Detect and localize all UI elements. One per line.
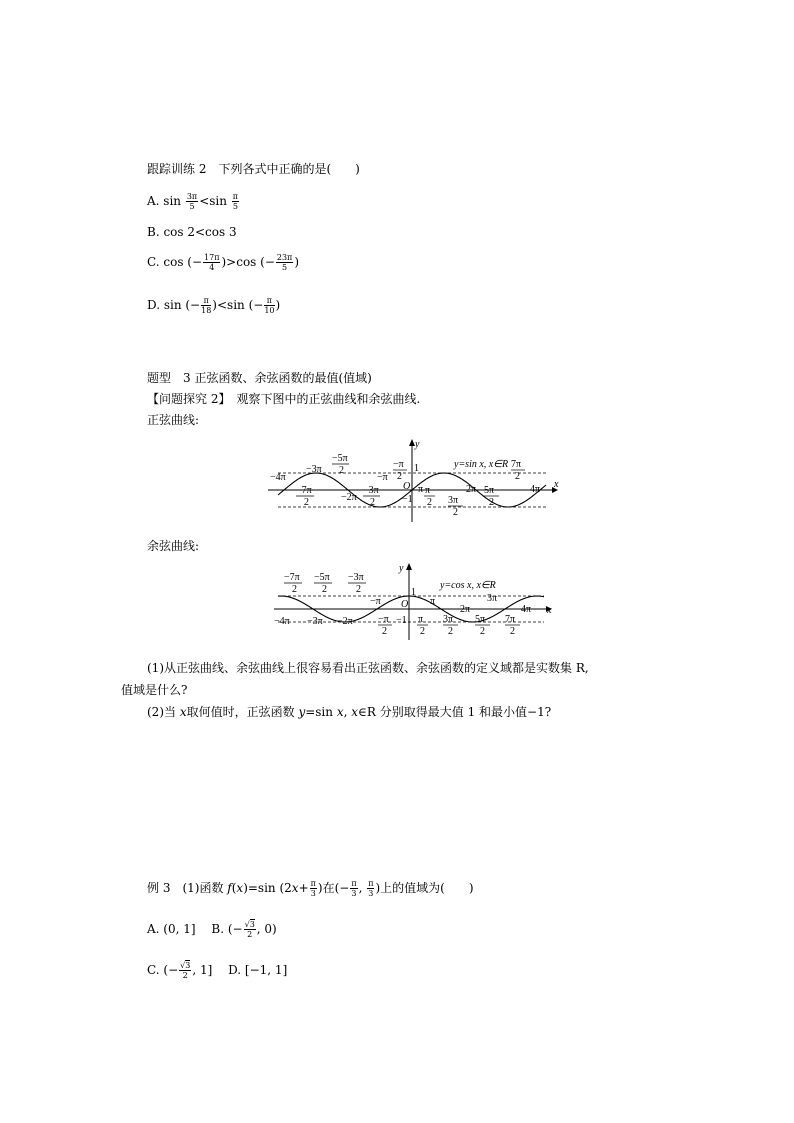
numerator: π (425, 485, 431, 496)
y-axis-label: y (415, 439, 420, 450)
text: , (343, 705, 352, 719)
sine-graph (262, 436, 562, 524)
numerator: −7π (296, 485, 312, 496)
tick-fraction (284, 572, 302, 595)
sine-caption: 正弦曲线: (147, 413, 200, 427)
tick-fraction (332, 453, 349, 476)
fraction (179, 961, 191, 980)
fraction (310, 879, 317, 898)
numerator: 3π (186, 192, 198, 201)
var-y: y (298, 705, 306, 719)
tick-fraction (448, 495, 463, 518)
origin-label: O (403, 481, 411, 492)
tick-fraction (511, 459, 525, 482)
y-neg-one: −1 (402, 494, 413, 505)
numerator: −π (378, 614, 389, 625)
section-title: 题型 3 正弦函数、余弦函数的最值(值域) (147, 371, 372, 385)
tick-label: π (418, 484, 424, 495)
fraction (264, 296, 274, 315)
text: )上的值域为( ) (375, 881, 474, 895)
var-f: f (227, 881, 232, 895)
denominator: 3 (351, 889, 357, 898)
cosine-graph (270, 562, 560, 642)
example-3-options-cd (147, 961, 287, 980)
var-x: x (336, 705, 344, 719)
tick-fraction (424, 485, 435, 508)
option-d: D. [−1, 1] (228, 963, 288, 977)
option-a (147, 192, 240, 211)
example-3-options-ab (147, 920, 277, 939)
text: =sin (305, 705, 337, 719)
tick-fraction (505, 614, 520, 637)
x-axis-label: x (554, 479, 559, 490)
explore-line (147, 390, 420, 407)
denominator: 5 (232, 202, 238, 211)
numerator: π (351, 879, 357, 888)
option-a-prefix: A. sin (147, 194, 185, 208)
option-c-prefix: C. (− (147, 963, 179, 977)
denominator: 4 (209, 263, 215, 272)
numerator: π (418, 614, 424, 625)
radicand: 3 (185, 961, 191, 970)
denominator: 2 (247, 930, 253, 939)
text: ( (231, 881, 237, 895)
radicand: 3 (249, 920, 255, 929)
option-b: B. cos 2<cos 3 (147, 225, 237, 239)
denominator: 5 (189, 202, 195, 211)
y-axis-label: y (399, 563, 404, 574)
tick-fraction (296, 485, 314, 508)
denominator: 2 (370, 497, 375, 508)
numerator: √3 (244, 920, 255, 929)
option-d-prefix: D. sin (− (147, 298, 201, 312)
tick-label: 2π (460, 604, 471, 615)
y-neg-one: −1 (396, 615, 407, 626)
denominator: 18 (201, 306, 212, 315)
text: (2)当 (147, 705, 180, 719)
denominator: 2 (480, 626, 485, 637)
text: ∈R 分别取得最大值 1 和最小值−1? (358, 705, 552, 719)
question-2 (147, 703, 551, 720)
numerator: √3 (180, 961, 191, 970)
y-one: 1 (414, 463, 419, 474)
explore-tag: 【问题探究 2】 (147, 392, 225, 406)
denominator: 2 (382, 626, 387, 637)
text: + (298, 881, 309, 895)
exercise-heading: 跟踪训练 2 下列各式中正确的是( ) (147, 162, 360, 176)
numerator: 17π (204, 253, 220, 262)
numerator: π (368, 879, 374, 888)
denominator: 5 (282, 263, 288, 272)
fraction (244, 920, 256, 939)
tick-label: −2π (337, 616, 353, 627)
numerator: π (201, 296, 211, 306)
option-d-mid: )<sin (− (212, 298, 264, 312)
option-a: A. (0, 1] (147, 922, 196, 936)
tick-fraction (475, 614, 490, 637)
numerator: π (264, 296, 274, 306)
denominator: 3 (310, 889, 316, 898)
text: 取何值时，正弦函数 (186, 705, 299, 719)
tick-label: π (430, 596, 436, 607)
denominator: 2 (420, 626, 425, 637)
tick-fraction (314, 572, 332, 595)
numerator: 23π (276, 253, 293, 262)
numerator: π (310, 879, 316, 888)
var-x: x (351, 705, 359, 719)
tick-fraction (378, 614, 392, 637)
tick-label: −π (377, 472, 388, 483)
y-axis-arrow (406, 563, 412, 570)
denominator: 2 (489, 497, 494, 508)
fraction (201, 296, 211, 315)
cosine-caption: 余弦曲线: (147, 539, 200, 553)
equation-label: y=sin x, x∈R (454, 459, 509, 470)
var-x: x (179, 705, 187, 719)
denominator: 2 (453, 507, 458, 518)
fraction (186, 192, 198, 211)
denominator: 3 (368, 889, 374, 898)
option-c-mid: )>cos (− (221, 255, 275, 269)
option-b-suffix: , 0) (256, 922, 277, 936)
numerator: π (232, 192, 239, 201)
denominator: 2 (397, 471, 402, 482)
option-c-suffix: ) (294, 255, 299, 269)
tick-fraction (393, 459, 407, 482)
question-1-line-2: 值域是什么? (121, 683, 188, 697)
tick-label: −3π (306, 464, 322, 475)
denominator: 10 (264, 306, 275, 315)
numerator: 7π (505, 614, 516, 625)
option-c (147, 253, 299, 272)
tick-label: 3π (487, 593, 498, 604)
option-b-prefix: B. (− (211, 922, 243, 936)
option-a-mid: <sin (199, 194, 231, 208)
denominator: 2 (292, 584, 297, 595)
option-c-prefix: C. cos (− (147, 255, 203, 269)
fraction (350, 879, 357, 898)
fraction (203, 253, 220, 272)
var-x: x (236, 881, 244, 895)
denominator: 2 (356, 584, 361, 595)
question-1-line-1: (1)从正弦曲线、余弦曲线上很容易看出正弦函数、余弦函数的定义域都是实数集 R, (147, 661, 589, 675)
fraction (232, 192, 239, 211)
equation-label: y=cos x, x∈R (440, 580, 496, 591)
tick-label: 2π (466, 484, 477, 495)
origin-label: O (401, 599, 409, 610)
numerator: 5π (484, 485, 495, 496)
denominator: 2 (322, 584, 327, 595)
numerator: 5π (475, 614, 486, 625)
x-axis-label: x (547, 605, 552, 616)
denominator: 2 (182, 971, 188, 980)
numerator: −3π (348, 572, 364, 583)
tick-label: −3π (307, 616, 323, 627)
y-one: 1 (411, 587, 416, 598)
fraction (367, 879, 374, 898)
numerator: −7π (284, 572, 300, 583)
fraction (276, 253, 293, 272)
var-x: x (291, 881, 299, 895)
tick-fraction (363, 485, 380, 508)
example-3 (147, 879, 474, 898)
tick-label: −2π (341, 492, 357, 503)
text: )在(− (317, 881, 350, 895)
tick-fraction (417, 614, 428, 637)
text: )=sin (2 (243, 881, 292, 895)
tick-label: 4π (530, 484, 541, 495)
denominator: 2 (515, 471, 520, 482)
explore-text: 观察下图中的正弦曲线和余弦曲线. (224, 392, 421, 406)
text: 例 3 (1)函数 (147, 881, 228, 895)
tick-label: −4π (274, 616, 290, 627)
numerator: −5π (314, 572, 330, 583)
denominator: 2 (427, 497, 432, 508)
tick-fraction (348, 572, 366, 595)
numerator: −3π (363, 485, 379, 496)
denominator: 2 (304, 497, 309, 508)
tick-label: −π (370, 596, 381, 607)
option-d (147, 296, 280, 315)
numerator: −π (393, 459, 404, 470)
option-c-suffix: , 1] (192, 963, 213, 977)
denominator: 2 (510, 626, 515, 637)
option-d-suffix: ) (275, 298, 281, 312)
denominator: 2 (448, 626, 453, 637)
denominator: 2 (339, 465, 344, 476)
numerator: 3π (443, 614, 454, 625)
numerator: −5π (332, 453, 348, 464)
numerator: 7π (511, 459, 522, 470)
tick-label: −4π (270, 472, 286, 483)
tick-label: 4π (521, 604, 532, 615)
numerator: 3π (448, 495, 459, 506)
text: , (358, 881, 367, 895)
